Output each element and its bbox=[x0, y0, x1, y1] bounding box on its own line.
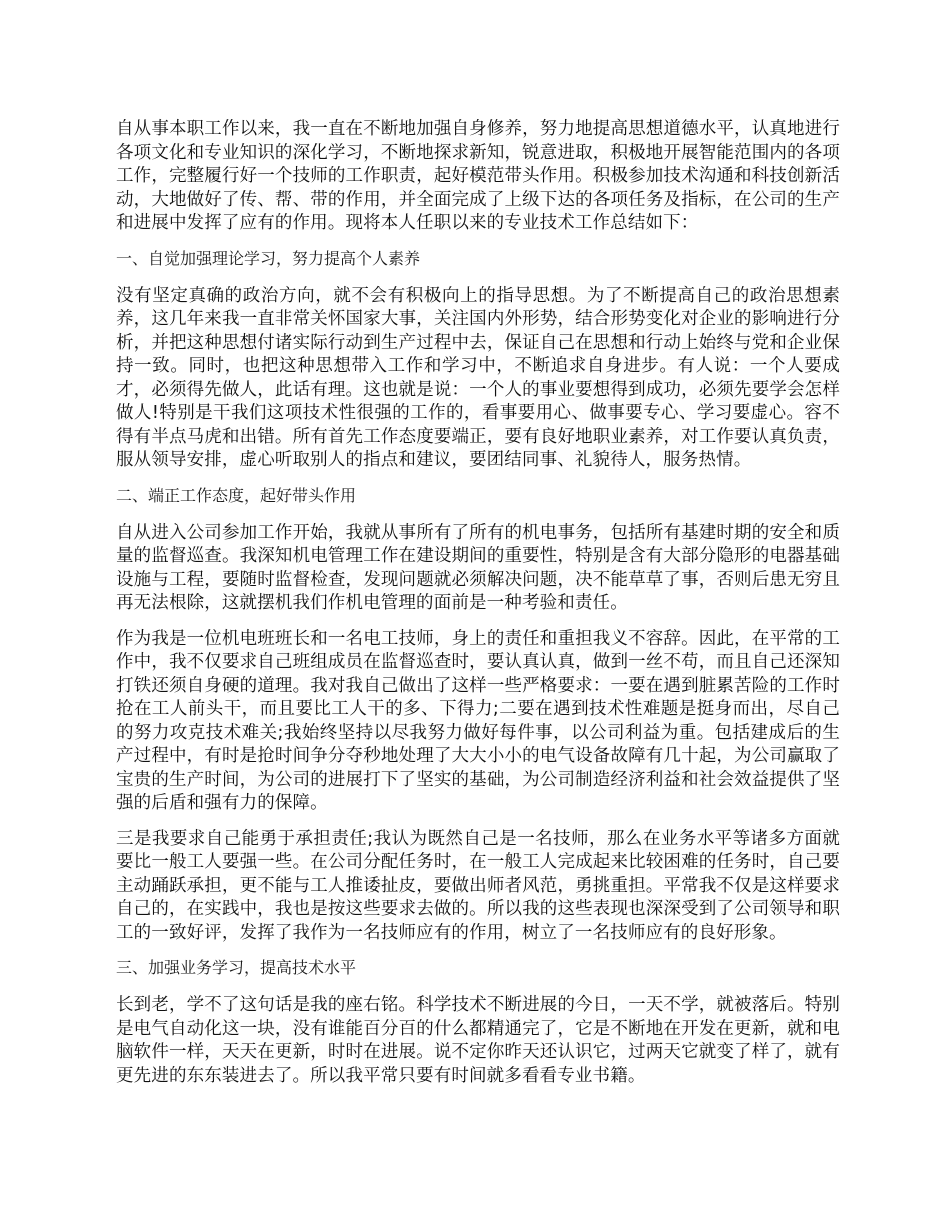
section-2-paragraph-1: 自从进入公司参加工作开始，我就从事所有了所有的机电事务，包括所有基建时期的安全和质量的监督巡查。我深知机电管理工作在建设期间的重要性，特别是含有大部分隐形的电器基础设施与工程，要随时监督检查，发现问题就必须解决问题，决不能草草了事，否则后患无穷且再无法根除，这就摆机我们作机电管理的面前是一种考验和责任。 bbox=[116, 522, 840, 613]
section-3-paragraph-1: 长到老，学不了这句话是我的座右铭。科学技术不断进展的今日，一天不学，就被落后。特别是电气自动化这一块，没有谁能百分百的什么都精通完了，它是不断地在开发在更新，就和电脑软件一样，天天在更新，时时在进展。说不定你昨天还认识它，过两天它就变了样了，就有更先进的东东装进去了。所以我平常只要有时间就多看看专业书籍。 bbox=[116, 995, 840, 1086]
section-2-paragraph-2: 作为我是一位机电班班长和一名电工技师，身上的责任和重担我义不容辞。因此，在平常的工作中，我不仅要求自己班组成员在监督巡查时，要认真认真，做到一丝不苟，而且自己还深知打铁还须自身硬的道理。我对我自己做出了这样一些严格要求：一要在遇到脏累苦险的工作时抢在工人前头干，而且要比工人干的多、下得力;二要在遇到技术性难题是挺身而出，尽自己的努力攻克技术难关;我始终坚持以尽我努力做好每件事，以公司利益为重。包括建成后的生产过程中，有时是抢时间争分夺秒地处理了大大小小的电气设备故障有几十起，为公司赢取了宝贵的生产时间，为公司的进展打下了坚实的基础，为公司制造经济利益和社会效益提供了坚强的后盾和强有力的保障。 bbox=[116, 628, 840, 813]
section-1-paragraph-1: 没有坚定真确的政治方向，就不会有积极向上的指导思想。为了不断提高自己的政治思想素养，这几年来我一直非常关怀国家大事，关注国内外形势，结合形势变化对企业的影响进行分析，并把这种思想付诸实际行动到生产过程中去，保证自己在思想和行动上始终与党和企业保持一致。同时，也把这种思想带入工作和学习中，不断追求自身进步。有人说：一个人要成才，必须得先做人，此话有理。这也就是说：一个人的事业要想得到成功，必须先要学会怎样做人!特别是干我们这项技术性很强的工作的，看事要用心、做事要专心、学习要虚心。容不得有半点马虎和出错。所有首先工作态度要端正，要有良好地职业素养，对工作要认真负责，服从领导安排，虚心听取别人的指点和建议，要团结同事、礼貌待人，服务热情。 bbox=[116, 285, 840, 470]
section-heading-2: 二、端正工作态度，起好带头作用 bbox=[116, 485, 357, 505]
section-heading-3: 三、加强业务学习，提高技术水平 bbox=[116, 958, 357, 977]
document-body bbox=[116, 118, 840, 1100]
intro-paragraph: 自从事本职工作以来，我一直在不断地加强自身修养，努力地提高思想道德水平，认真地进行各项文化和专业知识的深化学习，不断地探求新知，锐意进取，积极地开展智能范围内的各项工作，完整履行好一个技师的工作职责，起好模范带头作用。积极参加技术沟通和科技创新活动，大地做好了传、帮、带的作用，并全面完成了上级下达的各项任务及指标，在公司的生产和进展中发挥了应有的作用。现将本人任职以来的专业技术工作总结如下： bbox=[116, 119, 840, 233]
section-2-paragraph-3: 三是我要求自己能勇于承担责任;我认为既然自己是一名技师，那么在业务水平等诸多方面就要比一般工人要强一些。在公司分配任务时，在一般工人完成起来比较困难的任务时，自己要主动踊跃承担，更不能与工人推诿扯皮，要做出师者风范，勇挑重担。平常我不仅是这样要求自己的，在实践中，我也是按这些要求去做的。所以我的这些表现也深深受到了公司领导和职工的一致好评，发挥了我作为一名技师应有的作用，树立了一名技师应有的良好形象。 bbox=[116, 828, 840, 943]
section-heading-1: 一、自觉加强理论学习，努力提高个人素养 bbox=[116, 248, 421, 268]
